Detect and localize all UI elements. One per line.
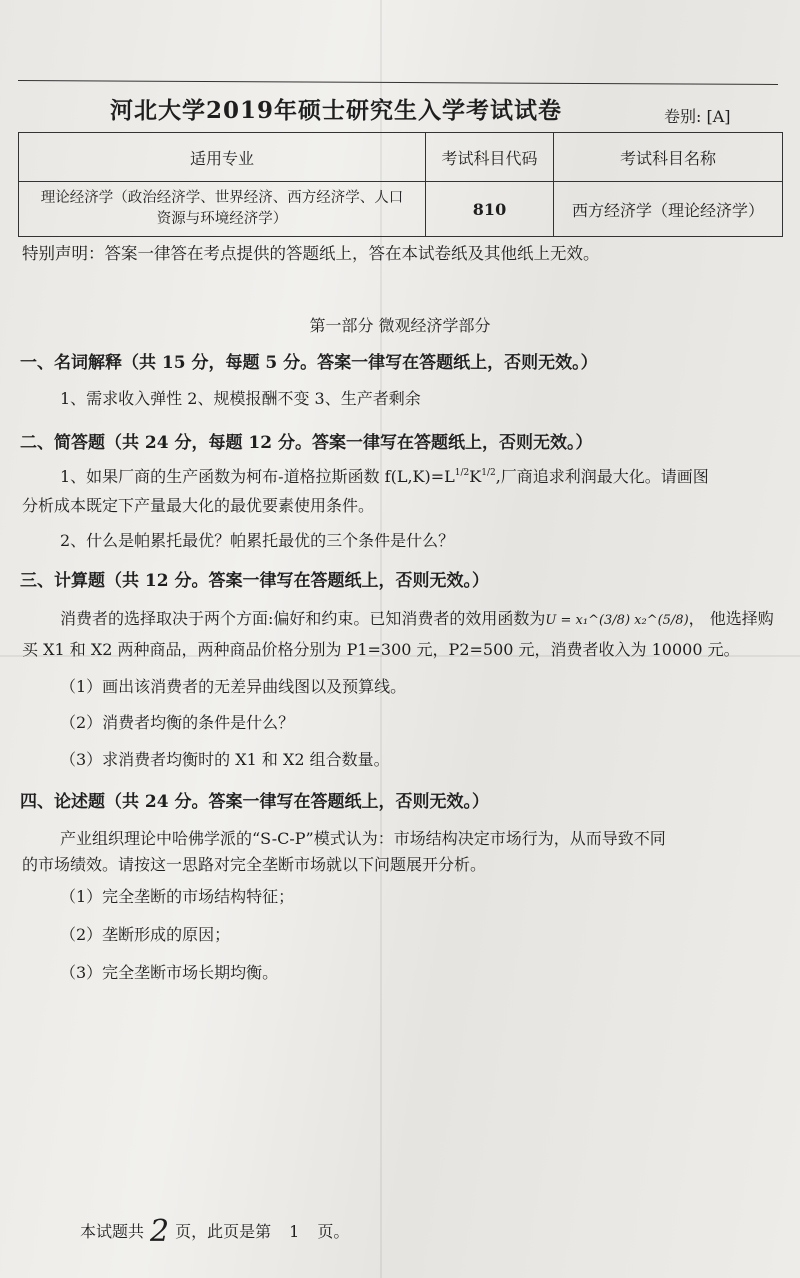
total-pages-handwritten: 2: [150, 1214, 170, 1249]
cell-subject: 西方经济学（理论经济学）: [554, 182, 783, 237]
section-4-heading: 四、论述题（共 24 分。答案一律写在答题纸上，否则无效。）: [20, 792, 489, 812]
section-4-q3: （3）完全垄断市场长期均衡。: [60, 963, 279, 982]
section-3-q2: （2）消费者均衡的条件是什么？: [60, 713, 295, 732]
top-rule: [18, 80, 778, 85]
header-major: 适用专业: [19, 133, 426, 182]
section-1-heading: 一、名词解释（共 15 分，每题 5 分。答案一律写在答题纸上，否则无效。）: [20, 353, 598, 373]
section-2-q2: 2、什么是帕累托最优？帕累托最优的三个条件是什么？: [60, 531, 455, 550]
section-2-q1-cont: 分析成本既定下产量最大化的最优要素使用条件。: [22, 496, 375, 515]
table-row: [19, 182, 783, 237]
cell-major: 理论经济学（政治经济学、世界经济、西方经济学、人口 资源与环境经济学）: [19, 182, 426, 237]
section-1-items: 1、需求收入弹性 2、规模报酬不变 3、生产者剩余: [60, 389, 421, 408]
section-4-q1: （1）完全垄断的市场结构特征；: [60, 887, 295, 906]
section-3-heading: 三、计算题（共 12 分。答案一律写在答题纸上，否则无效。）: [20, 571, 489, 591]
cell-code: 810: [426, 182, 554, 237]
exam-info-table: [18, 132, 783, 237]
section-4-stem-cont: 的市场绩效。请按这一思路对完全垄断市场就以下问题展开分析。: [22, 855, 487, 874]
table-header-row: [19, 133, 783, 182]
paper-type-label: 卷别: [A]: [664, 107, 731, 126]
special-notice: 特别声明：答案一律答在考点提供的答题纸上，答在本试卷纸及其他纸上无效。: [22, 244, 600, 263]
section-3-q1: （1）画出该消费者的无差异曲线图以及预算线。: [60, 677, 407, 696]
section-3-stem: 消费者的选择取决于两个方面:偏好和约束。已知消费者的效用函数为U = x₁^(3/8) x₂^(5/8)， 他选择购: [60, 609, 774, 628]
section-4-stem: 产业组织理论中哈佛学派的“S-C-P”模式认为：市场结构决定市场行为，从而导致不同: [60, 829, 666, 848]
section-2-q1: 1、如果厂商的生产函数为柯布-道格拉斯函数 $f(L,K)=L^{1/2}K^{1/2}$,厂商追求利润最大化。请画图: [60, 467, 709, 486]
part-title: 第一部分 微观经济学部分: [309, 316, 491, 335]
section-4-q2: （2）垄断形成的原因；: [60, 925, 231, 944]
utility-formula: U = x₁^(3/8) x₂^(5/8): [545, 613, 689, 628]
page-footer: 本试题共 2 页，此页是第 1 页。: [80, 1214, 350, 1249]
current-page-number: 1: [289, 1222, 300, 1241]
header-code: 考试科目代码: [426, 133, 554, 182]
section-3-stem-cont: 买 X1 和 X2 两种商品，两种商品价格分别为 P1=300 元，P2=500 元，消费者收入为 10000 元。: [22, 640, 740, 659]
exam-title: 河北大学2019年硕士研究生入学考试试卷: [110, 97, 563, 124]
section-2-heading: 二、简答题（共 24 分，每题 12 分。答案一律写在答题纸上，否则无效。）: [20, 433, 593, 453]
section-3-q3: （3）求消费者均衡时的 X1 和 X2 组合数量。: [60, 750, 390, 769]
header-subject: 考试科目名称: [554, 133, 783, 182]
